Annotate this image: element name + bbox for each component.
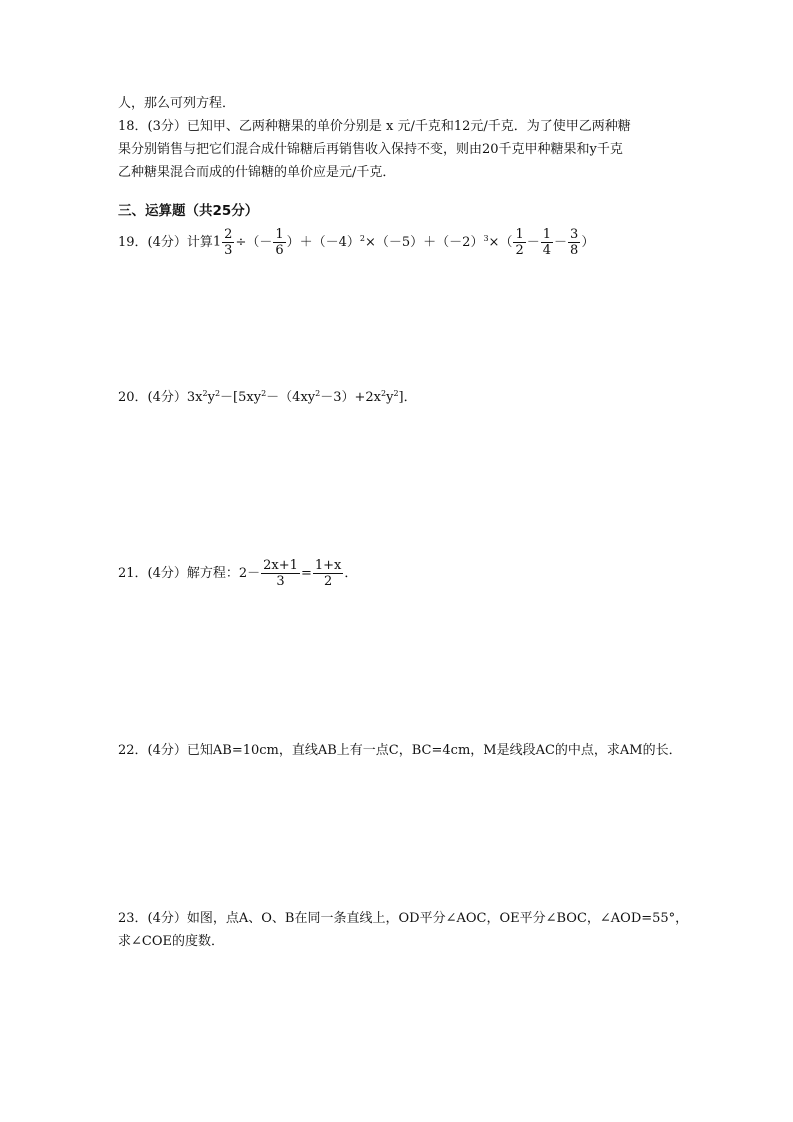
q19-minus2: －	[554, 235, 568, 250]
q20-exp: 2	[202, 389, 208, 398]
q21-frac-1: $\frac{2x+1}{3}$	[263, 558, 298, 589]
q20-part: －3）+2x	[320, 390, 381, 405]
q19-frac-4: $\frac{1}{4}$	[542, 227, 552, 258]
q19-frac-5: $\frac{3}{8}$	[570, 227, 579, 258]
q20-exp: 2	[214, 389, 221, 398]
q19-div: ÷（－	[235, 235, 273, 250]
q20-part: －（4xy	[266, 390, 316, 405]
question-23-line-1: 23．(4分）如图，点A、O、B在同一条直线上，OD平分∠AOC，OE平分∠BOC，∠AOD=55°，	[118, 911, 689, 926]
q19-prefix: 19．(4分）计算	[118, 235, 213, 250]
q20-exp: 2	[261, 389, 267, 398]
q21-prefix: 21．(4分）解方程：2－	[118, 566, 261, 581]
q20-exp: 2	[393, 389, 399, 398]
section-3-heading: 三、运算题（共25分）	[118, 203, 259, 219]
question-18-line-2: 果分别销售与把它们混合成什锦糖后再销售收入保持不变，则由20千克甲种糖果和y千克	[118, 142, 623, 157]
q21-frac-2: $\frac{1+x}{2}$	[314, 558, 342, 589]
text-line-1: 人，那么可列方程．	[118, 96, 236, 111]
q19-frac-1: $\frac{2}{3}$	[224, 227, 233, 258]
q20-part: －[5xy	[220, 390, 262, 405]
q19-close: ）	[581, 235, 595, 250]
question-18-line-1: 18．(3分）已知甲、乙两种糖果的单价分别是 x 元/千克和12元/千克．为了使甲乙两种糖	[118, 119, 631, 134]
question-18-line-3: 乙种糖果混合而成的什锦糖的单价应是元/千克．	[118, 165, 396, 180]
q20-part: y	[386, 390, 394, 405]
q19-mixed-int: 1	[212, 234, 222, 250]
q19-mid3: ×（	[488, 235, 513, 250]
q21-eq: =	[300, 566, 312, 581]
q19-exp1: 2	[359, 234, 366, 243]
question-19	[118, 227, 594, 258]
q20-exp: 2	[381, 389, 387, 398]
q19-mid1: ）＋（－4）	[286, 235, 360, 250]
q20-part: 20．(4分）3x	[118, 390, 203, 405]
q21-end: ．	[344, 566, 358, 581]
q20-part: y	[207, 390, 215, 405]
q19-mid2: ×（－5）＋（－2）	[365, 235, 484, 250]
question-22: 22．(4分）已知AB=10cm，直线AB上有一点C，BC=4cm，M是线段AC的中点，求AM的长．	[118, 743, 682, 758]
question-23-line-2: 求∠COE的度数．	[118, 934, 224, 949]
q19-frac-3: $\frac{1}{2}$	[515, 227, 524, 258]
q20-exp: 2	[315, 389, 321, 398]
question-21	[118, 558, 357, 589]
question-20	[118, 388, 417, 408]
q20-part: ]．	[398, 390, 417, 405]
q19-frac-2: $\frac{1}{6}$	[275, 227, 284, 258]
q19-exp2: 3	[483, 234, 489, 243]
q19-minus1: －	[526, 235, 540, 250]
